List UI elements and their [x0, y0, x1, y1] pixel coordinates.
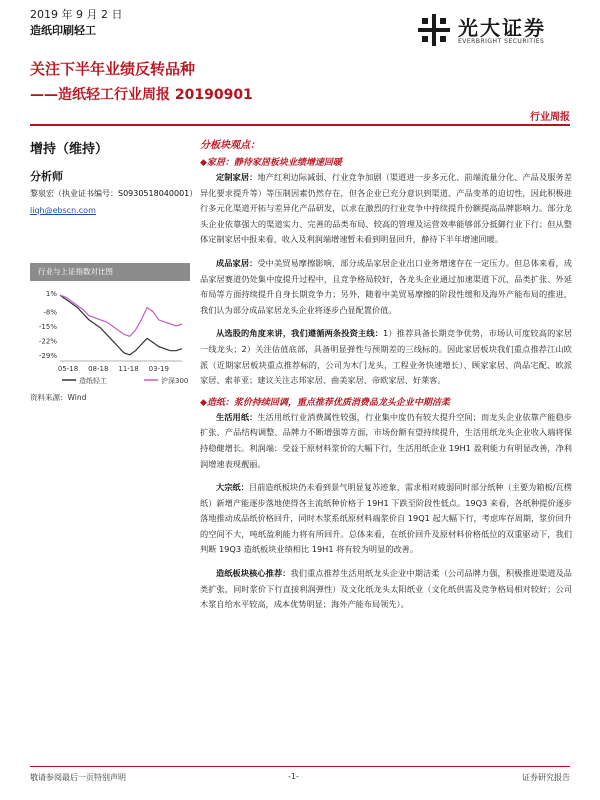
footer-report-label: 证券研究报告	[522, 773, 570, 782]
footer-disclaimer: 敬请参阅最后一页特别声明	[30, 773, 126, 782]
sector-label: 造纸印刷轻工	[30, 24, 96, 37]
legend-label: 造纸轻工	[79, 377, 107, 385]
chart-title: 行业与上证指数对比图	[30, 263, 190, 281]
section-title: 分板块观点：	[200, 140, 260, 151]
diamond-bullet-icon: ◆	[200, 158, 207, 168]
company-logo	[416, 8, 566, 52]
paper-paragraph-3	[200, 566, 572, 613]
series-line-1	[60, 295, 182, 355]
logo-mark-icon	[416, 12, 452, 48]
home-paragraph-3	[200, 326, 572, 388]
paragraph-text: 地产红利边际减弱、行业竞争加剧（渠道进一步多元化、前端流量分化、产品及服务差异化要求提升等）等压制因素仍然存在，但各企业已充分意识到渠道、产品变革的迫切性，因此积极进行多元化渠道开拓与差异化产品研发，以求在激烈的行业竞争中持续提升份额提高品牌影响力。部分龙头企业依靠强大的渠道实力、完善的品类布局、较高的管理及运营效率能够部分抵御行业下行；但从整体定制家居中报来看，收入及利润端增速暂未看到明显回升，静待下半年增速回暖。	[200, 172, 572, 245]
lead-label: 从选股的角度来讲，我们遵循两条投资主线：	[216, 328, 384, 339]
rating: 增持（维持）	[30, 142, 109, 157]
lead-label: 定制家居：	[216, 172, 258, 182]
legend-label: 沪深300	[161, 377, 189, 385]
report-date: 2019 年 9 月 2 日	[30, 8, 123, 21]
paper-heading-text: 造纸：浆价持续回调，重点推荐优质消费品龙头企业中期洁柔	[206, 397, 450, 408]
home-paragraph-2	[200, 256, 572, 318]
analyst-email-link[interactable]: liqh@ebscn.com	[30, 206, 96, 215]
logo-text-cn: 光大证券	[458, 16, 546, 40]
home-paragraph-1	[200, 170, 572, 248]
diamond-bullet-icon: ◆	[200, 397, 207, 408]
index-comparison-chart	[30, 283, 190, 388]
paragraph-text: 生活用纸行业消费属性较强，行业集中度仍有较大提升空间；而龙头企业依靠产能稳步扩张、产品结构调整、品牌力不断增强等方面，市场份额有望持续提升，生活用纸龙头企业收入端将保持稳健增长。利润端：受益于原材料浆价的大幅下行，生活用纸企业 19H1 盈利能力有明显改善，净利润增速表现靓丽。	[200, 411, 572, 469]
y-tick-label: -8%	[43, 308, 57, 317]
lead-label: 大宗纸：	[216, 482, 249, 493]
report-subtitle: ——造纸轻工行业周报 20190901	[30, 87, 253, 103]
home-heading	[200, 155, 572, 168]
paragraph-text: 受中美贸易摩擦影响，部分成品家居企业出口业务增速存在一定压力。但总体来看，成品家居赛道仍处集中度提升过程中，且竞争格局较好，各龙头企业通过加速渠道下沉、品类扩张、外延布局等方面持续提升自身长期竞争力；另外，随着中美贸易摩擦的阶段性缓和及海外产能布局的推进，我们认为部分成品家居龙头企业将逐步凸显配置价值。	[200, 257, 572, 315]
x-tick-label: 08-18	[88, 365, 109, 373]
paper-paragraph-1	[200, 410, 572, 472]
y-tick-label: -29%	[38, 351, 57, 360]
chart-source: 资料来源：Wind	[30, 393, 87, 402]
analyst-name: 黎泉宏（执业证书编号：S0930518040001）	[30, 189, 198, 198]
paper-paragraph-2	[200, 480, 572, 558]
lead-label: 造纸板块核心推荐：	[216, 568, 291, 579]
lead-label: 生活用纸：	[216, 411, 258, 422]
y-tick-label: -22%	[38, 337, 57, 346]
paragraph-text: 1）推荐具备长期竞争优势，市场认可度较高的家居一线龙头；2）关注估值底部，具备明显弹性与预期差的三线标的。因此家居板块我们重点推荐江山欧派（近期家居板块重点推荐标的，公司为木门龙头，工程业务快速增长）、顾家家居、尚品宅配、欧派家居、索菲亚；建议关注志邦家居、曲美家居、帝欧家居、好莱客。	[200, 328, 572, 386]
x-tick-label: 03-19	[148, 365, 169, 373]
header-divider	[30, 124, 570, 126]
home-heading-text: 家居：静待家居板块业绩增速回暖	[206, 158, 342, 168]
paragraph-text: 我们重点推荐生活用纸龙头企业中期洁柔（公司品牌力强，积极推进渠道及品类扩张，同时浆价下行直接利润弹性）及文化纸龙头太阳纸业（文化纸供需及竞争格局相对较好；公司木浆自给水平较高，成本优势明显；海外产能布局领先）。	[200, 568, 572, 610]
report-type: 行业周报	[530, 112, 570, 123]
lead-label: 成品家居：	[216, 257, 258, 268]
paper-heading	[200, 395, 572, 408]
page-number: -1-	[288, 772, 299, 781]
main-content	[200, 136, 572, 613]
y-tick-label: 1%	[45, 290, 57, 299]
analyst-heading: 分析师	[30, 170, 63, 183]
logo-text-en: EVERBRIGHT SECURITIES	[458, 38, 545, 45]
paragraph-text: 目前造纸板块仍未看到景气明显复苏迹象，需求相对疲弱同时部分纸种（主要为箱板/瓦楞纸）新增产能逐步落地使得各主流纸种价格于 19H1 下跌至阶段性低点。19Q3 来看，各纸种提价逐步落地推动成品纸价格回升，同时木浆系纸原材料端浆价自 19Q1 起大幅下行，考虑库存周期，浆价回升的空间不大，吨纸盈利能力将有所回升。总体来看，在纸价回升及原材料价格低位的双重驱动下，我们判断 19Q3 造纸板块业绩相比 19H1 将有较为明显的改善。	[200, 482, 572, 555]
x-tick-label: 05-18	[57, 365, 79, 373]
y-tick-label: -15%	[38, 323, 57, 332]
x-tick-label: 11-18	[118, 365, 139, 373]
footer-divider	[30, 766, 570, 767]
report-title: 关注下半年业绩反转品种	[30, 60, 196, 78]
series-line-2	[60, 295, 182, 336]
